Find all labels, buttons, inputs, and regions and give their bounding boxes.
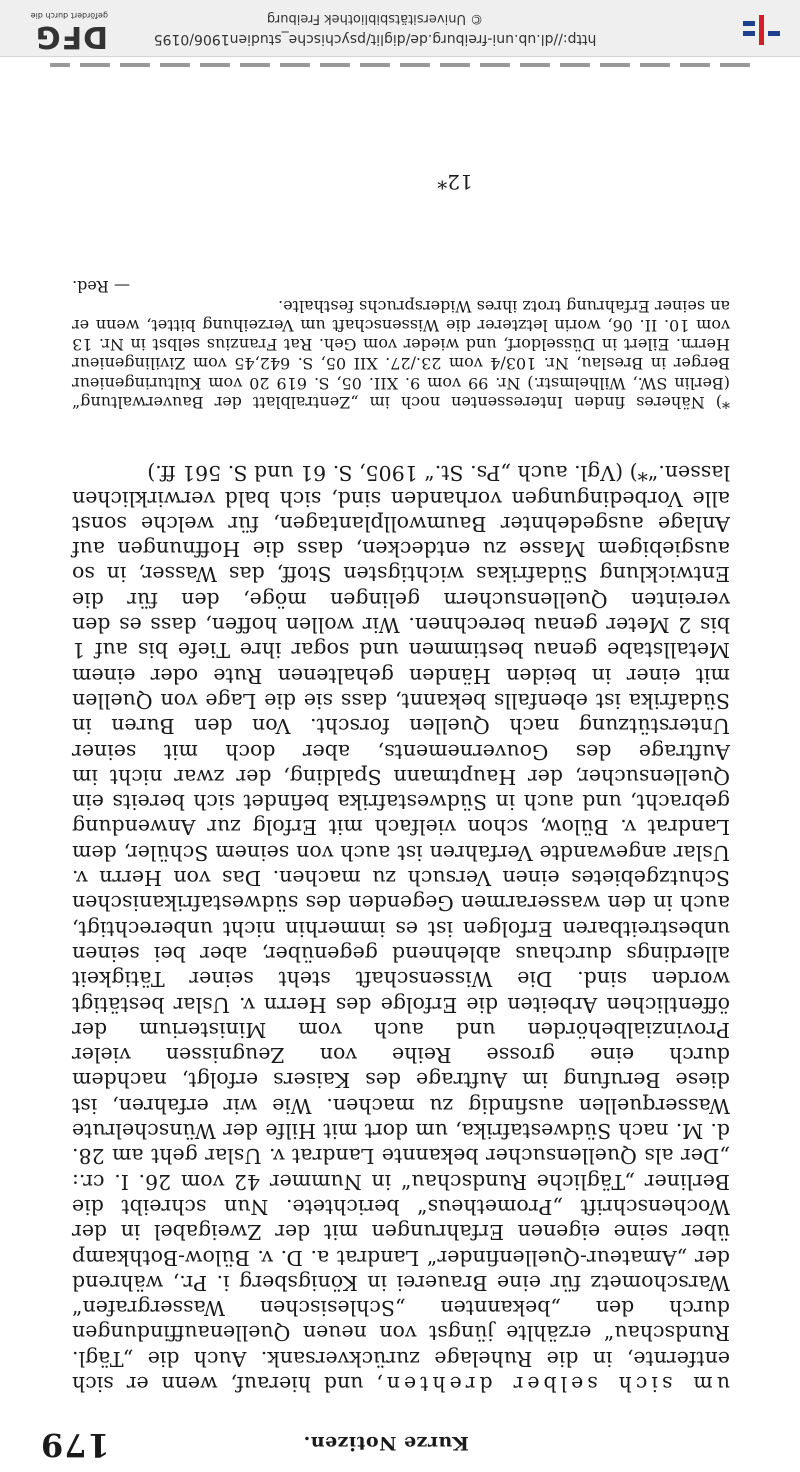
footnote-text: *) Näheres finden Interessenten noch im „Zentralblatt der Bauverwaltung“ (Berlin SW., Wilhelmstr.) Nr. 99 vom 9. XII. 05, S. 619 20 vom Kulturingenieur Berger in Breslau, Nr. 103/4 vom 23./27. XII 05, S. 642,45 vom Zivilingenieur Herrn. Eilert in Düsseldorf, und wieder vom Geh. Rat Franzius selbst in Nr. 13 vom 10. II. 06, worin letzterer die Wissenschaft um Verzeihung bittet, wenn er an seiner Erfahrung trotz ihres Widerspruchs festhalte. bbox=[72, 296, 730, 412]
footer-text bbox=[150, 8, 600, 50]
sheet-signature: 12* bbox=[437, 170, 473, 194]
page-number: 179 bbox=[40, 1426, 110, 1464]
dfg-logo bbox=[18, 4, 108, 52]
page-header bbox=[40, 1416, 732, 1464]
ub-freiburg-logo-icon bbox=[734, 6, 782, 48]
page-title: Kurze Notizen. bbox=[303, 1432, 469, 1454]
paragraph-text: , und hierauf, wenn er sich entfernte, in die Ruhelage zurückversank. Auch die „Tägl. Rundschau“ erzählte jüngst von neuen Quellenauffindungen durch den „bekannten „Schlesischen Wassergrafen“ Warschometz für eine Brauerei in Königsberg i. Pr., während der „Amateur-Quellenfinder“ Landrat a. D. v. Bülow-Bothkamp über seine eigenen Erfahrungen mit der Zweigabel in der Wochenschrift „Prometheus“ berichtete. Nun schreibt die Berliner „Tägliche Rundschau“ in Nummer 42 vom 26. I. cr.: „Der als Quellensucher bekannte Landrat v. Uslar geht am 28. d. M. nach Südwestafrika, um dort mit Hilfe der Wünschelrute Wasserquellen ausfindig zu machen. Wie wir erfahren, ist diese Berufung im Auftrage des Kaisers erfolgt, nachdem durch eine grosse Reihe von Zeugnissen vieler Provinzialbehörden und auch vom Ministerium der öffentlichen Arbeiten die Erfolge des Herrn v. Uslar bestätigt worden sind. Die Wissenschaft steht seiner Tätigkeit allerdings durchaus ablehnend gegenüber, aber bei seinen unbestreitbaren Erfolgen ist es immerhin nicht unberechtigt, auch in den wasserarmen Gegenden des südwestafrikanischen Schutzgebietes einen Versuch zu machen. Das von Herrn v. Uslar angewandte Verfahren ist auch von seinem Schüler, dem Landrat v. Bülow, schon vielfach mit Erfolg zur Anwendung gebracht, und auch in Südwestafrika befindet sich bereits ein Quellensucher, der Hauptmann Spalding, der zwar nicht im Auftrage des Gouvernements, aber doch mit seiner Unterstützung nach Quellen forscht. Von den Buren in Südafrika ist ebenfalls bekannt, dass sie die Lage von Quellen mit einer in beiden Händen gehaltenen Rute oder einem Metallstabe genau bestimmen und sogar ihre Tiefe bis auf 1 bis 2 Meter genau berechnen. Wir wollen hoffen, dass es den vereinten Quellensuchern gelingen möge, den für die Entwicklung Südafrikas wichtigsten Stoff, das Wasser, in so ausgiebigem Masse zu entdecken, dass die Hoffnungen auf Anlage ausgedehnter Baumwollplantagen, für welche sonst alle Vorbedingungen vorhanden sind, sich bald verwirklichen lassen.“*) (Vgl. auch „Ps. St.“ 1905, S. 61 und S. 561 ff.) bbox=[72, 461, 730, 1396]
footer-bar bbox=[0, 0, 800, 57]
cut-off-line bbox=[50, 63, 750, 67]
footnote-signature: — Red. bbox=[72, 277, 130, 297]
dfg-subtitle: gefördert durch die bbox=[30, 11, 108, 20]
footnote bbox=[72, 277, 730, 412]
footer-url-link[interactable]: http://dl.ub.uni-freiburg.de/diglit/psychische_studien1906/0195 bbox=[153, 31, 597, 47]
spaced-phrase: um sich selber drehten bbox=[382, 1372, 730, 1396]
footer-copyright: © Universitätsbibliothek Freiburg bbox=[266, 11, 484, 26]
body-paragraph bbox=[72, 460, 730, 1396]
article-body bbox=[72, 460, 730, 1396]
dfg-logo-text: DFG bbox=[34, 19, 108, 54]
